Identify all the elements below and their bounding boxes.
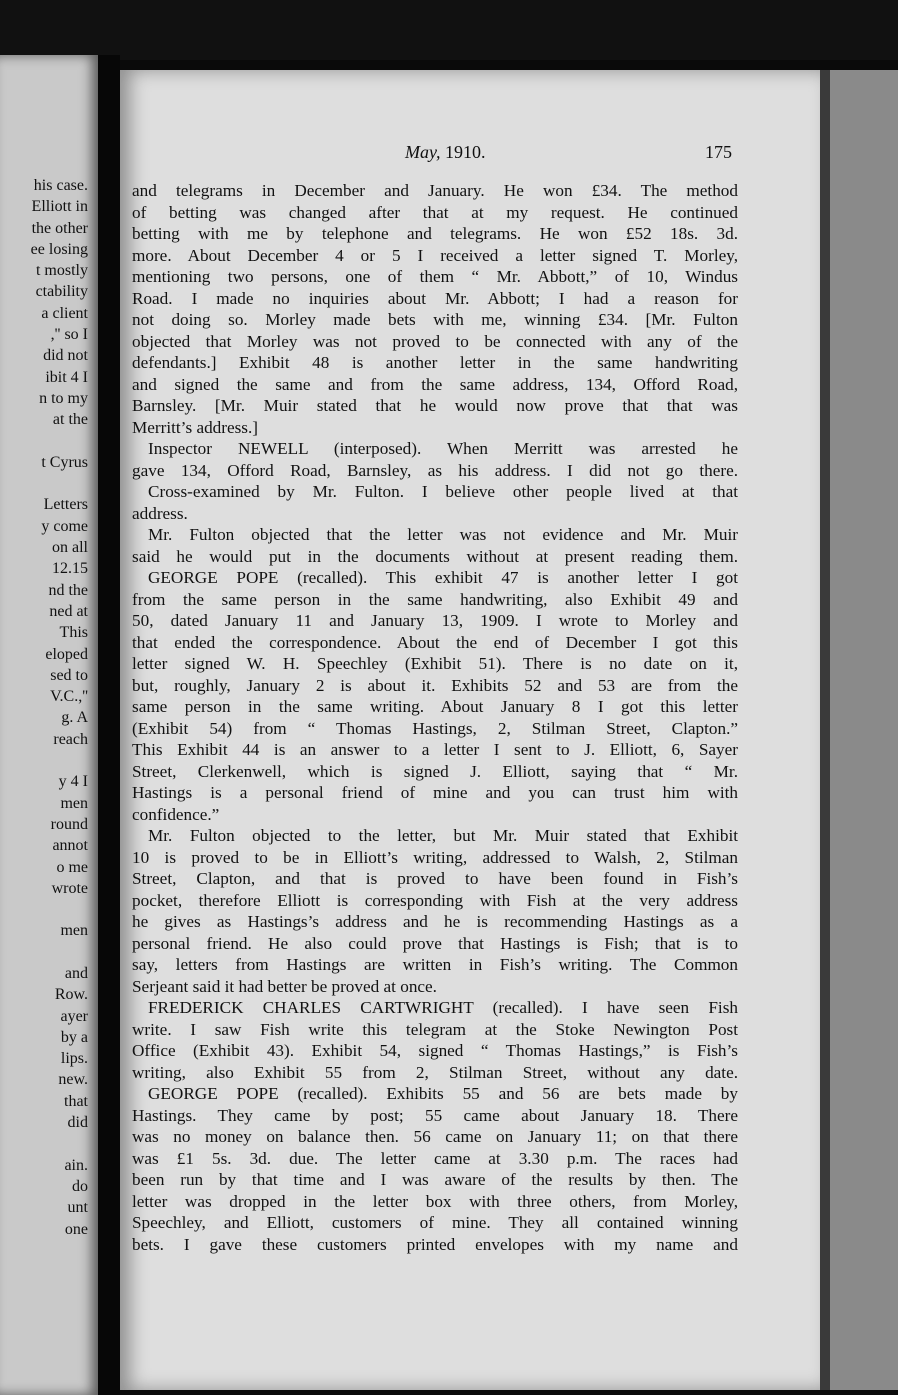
facing-page-line: unt	[67, 1199, 88, 1217]
text-line: Hastings. They came by post; 55 came about January 18. There	[132, 1105, 738, 1125]
facing-page-line: g. A	[61, 709, 88, 727]
text-line: not doing so. Morley made bets with me, winning £34. [Mr. Fulton	[132, 310, 738, 329]
text-line: 10 is proved to be in Elliott’s writing, addressed to Walsh, 2, Stilman	[132, 847, 738, 867]
page-header	[120, 142, 820, 166]
text-line: been run by that time and I was aware of the results by then. The	[132, 1170, 738, 1189]
facing-page-line: ain.	[64, 1156, 88, 1174]
text-line: letter was dropped in the letter box with three others, from Morley,	[132, 1191, 738, 1211]
facing-page-line: annot	[52, 837, 88, 855]
text-line: letter signed W. H. Speechley (Exhibit 51). There is no date on it,	[132, 654, 738, 673]
facing-page-line: on all	[52, 539, 88, 557]
text-line: Office (Exhibit 43). Exhibit 54, signed “ Thomas Hastings,” is Fish’s	[132, 1041, 738, 1060]
facing-page-line: a client	[41, 304, 88, 322]
facing-page-line: did	[67, 1114, 88, 1132]
facing-page-line: his case.	[33, 177, 88, 194]
text-line: was no money on balance then. 56 came on January 11; on that there	[132, 1127, 738, 1146]
facing-page-line: sed to	[50, 666, 88, 684]
facing-page-line: y come	[41, 517, 88, 535]
facing-page-line: the other	[31, 219, 88, 237]
text-line: Mr. Fulton objected to the letter, but Mr. Muir stated that Exhibit	[148, 826, 738, 845]
book-gutter	[98, 55, 120, 1395]
text-line: pocket, therefore Elliott is corresponding with Fish at the very address	[132, 890, 738, 910]
text-line: and telegrams in December and January. He won £34. The method	[132, 181, 738, 200]
facing-page-line: 12.15	[52, 560, 88, 578]
facing-page-line	[0, 899, 88, 920]
facing-page-line: ee losing	[30, 240, 88, 258]
facing-page-line: that	[64, 1092, 88, 1110]
text-line: defendants.] Exhibit 48 is another letter in the same handwriting	[132, 353, 738, 372]
facing-page-left	[0, 55, 100, 1395]
text-line: Merritt’s address.]	[132, 417, 259, 437]
facing-page-line: y 4 I	[58, 773, 88, 791]
facing-page-line: wrote	[51, 879, 88, 897]
text-line: address.	[132, 503, 188, 523]
page-edge-shadow	[820, 70, 830, 1390]
text-line: Serjeant said it had better be proved at once.	[132, 976, 437, 996]
facing-page-line: eloped	[45, 645, 88, 663]
text-line: objected that Morley was not proved to be connected with any of the	[132, 331, 738, 351]
facing-page-line	[0, 473, 88, 494]
text-line: and signed the same and from the same address, 134, Offord Road,	[132, 374, 738, 394]
page-number: 175	[705, 142, 732, 162]
text-line: but, roughly, January 2 is about it. Exhibits 52 and 53 are from the	[132, 675, 738, 695]
text-line: say, letters from Hastings are written in Fish’s writing. The Common	[132, 955, 738, 974]
facing-page-line: n to my	[39, 389, 88, 407]
facing-page-line: did not	[43, 347, 88, 365]
text-line: was £1 5s. 3d. due. The letter came at 3.30 p.m. The races had	[132, 1148, 738, 1168]
text-line: of betting was changed after that at my request. He continued	[132, 202, 738, 222]
facing-page-line: ned at	[49, 602, 88, 620]
facing-page-line: nd the	[48, 581, 88, 599]
text-line: (Exhibit 54) from “ Thomas Hastings, 2, Stilman Street, Clapton.”	[132, 718, 738, 738]
facing-page-line: V.C.,''	[50, 688, 88, 706]
text-line: confidence.”	[132, 804, 220, 824]
page-175	[120, 70, 820, 1390]
facing-page-line: men	[60, 922, 88, 940]
facing-page-line: t mostly	[35, 262, 88, 280]
text-line: from the same person in the same handwriting, also Exhibit 49 and	[132, 589, 738, 609]
text-line: writing, also Exhibit 55 from 2, Stilman Street, without any date.	[132, 1062, 738, 1082]
facing-page-line: do	[72, 1177, 88, 1195]
text-line: Barnsley. [Mr. Muir stated that he would now prove that that was	[132, 396, 738, 415]
facing-page-line: reach	[53, 730, 88, 748]
text-line: same person in the same writing. About January 8 I got this letter	[132, 697, 738, 716]
text-line: Street, Clapton, and that is proved to have been found in Fish’s	[132, 869, 738, 888]
facing-page-line: This	[59, 624, 88, 642]
facing-page-line: at the	[52, 411, 88, 429]
text-line: Speechley, and Elliott, customers of mine. They all contained winning	[132, 1213, 738, 1232]
facing-page-line: lips.	[60, 1050, 88, 1068]
scan-right-border	[820, 70, 898, 1390]
text-line: said he would put in the documents without at present reading them.	[132, 546, 738, 566]
facing-page-line: and	[64, 964, 88, 982]
text-line: betting with me by telephone and telegrams. He won £52 18s. 3d.	[132, 224, 738, 243]
facing-page-line: Letters	[43, 496, 88, 514]
running-title-month: May,	[405, 142, 441, 162]
facing-page-line: Elliott in	[31, 198, 88, 216]
facing-page-line: Row.	[54, 986, 88, 1004]
facing-page-line	[0, 750, 88, 771]
text-line: mentioning two persons, one of them “ Mr. Abbott,” of 10, Windus	[132, 267, 738, 286]
scan-top-border	[0, 0, 898, 60]
text-line: Hastings is a personal friend of mine and you can trust him with	[132, 783, 738, 802]
text-line: more. About December 4 or 5 I received a letter signed T. Morley,	[132, 245, 738, 265]
text-line: This Exhibit 44 is an answer to a letter I sent to J. Elliott, 6, Sayer	[132, 740, 738, 759]
text-line: Mr. Fulton objected that the letter was not evidence and Mr. Muir	[148, 525, 738, 544]
text-line: gave 134, Offord Road, Barnsley, as his address. I did not go there.	[132, 460, 738, 480]
text-line: he gives as Hastings’s address and he is recommending Hastings as a	[132, 912, 738, 931]
facing-page-line: by a	[60, 1028, 88, 1046]
text-line: 50, dated January 11 and January 13, 1909. I wrote to Morley and	[132, 611, 738, 630]
text-line: FREDERICK CHARLES CARTWRIGHT (recalled). I have seen Fish	[148, 998, 738, 1017]
facing-page-line: o me	[56, 858, 88, 876]
text-line: GEORGE POPE (recalled). Exhibits 55 and 56 are bets made by	[148, 1084, 738, 1103]
facing-page-line	[0, 1133, 88, 1154]
facing-page-line: ,'' so I	[50, 326, 88, 344]
text-line: GEORGE POPE (recalled). This exhibit 47 is another letter I got	[148, 568, 738, 587]
facing-page-line: t Cyrus	[41, 453, 88, 471]
text-line: bets. I gave these customers printed envelopes with my name and	[132, 1234, 738, 1254]
facing-page-line: ibit 4 I	[45, 368, 88, 386]
text-line: personal friend. He also could prove that Hastings is Fish; that is to	[132, 933, 738, 953]
facing-page-line: round	[50, 815, 88, 833]
running-title	[405, 142, 486, 163]
facing-page-line: one	[64, 1220, 88, 1238]
text-line: write. I saw Fish write this telegram at the Stoke Newington Post	[132, 1019, 738, 1039]
facing-page-line	[0, 942, 88, 963]
text-line: Inspector NEWELL (interposed). When Merritt was arrested he	[148, 439, 738, 458]
text-line: Street, Clerkenwell, which is signed J. Elliott, saying that “ Mr.	[132, 761, 738, 781]
facing-page-line	[0, 431, 88, 452]
text-line: Cross-examined by Mr. Fulton. I believe other people lived at that	[148, 482, 738, 501]
facing-page-text	[0, 175, 88, 1240]
body-text	[132, 180, 738, 1255]
text-line: that ended the correspondence. About the end of December I got this	[132, 632, 738, 652]
facing-page-line: ctability	[35, 283, 88, 301]
running-title-year: 1910.	[445, 142, 486, 162]
facing-page-line: ayer	[60, 1007, 88, 1025]
text-line: Road. I made no inquiries about Mr. Abbott; I had a reason for	[132, 288, 738, 308]
facing-page-line: men	[60, 794, 88, 812]
facing-page-line: new.	[58, 1071, 88, 1089]
